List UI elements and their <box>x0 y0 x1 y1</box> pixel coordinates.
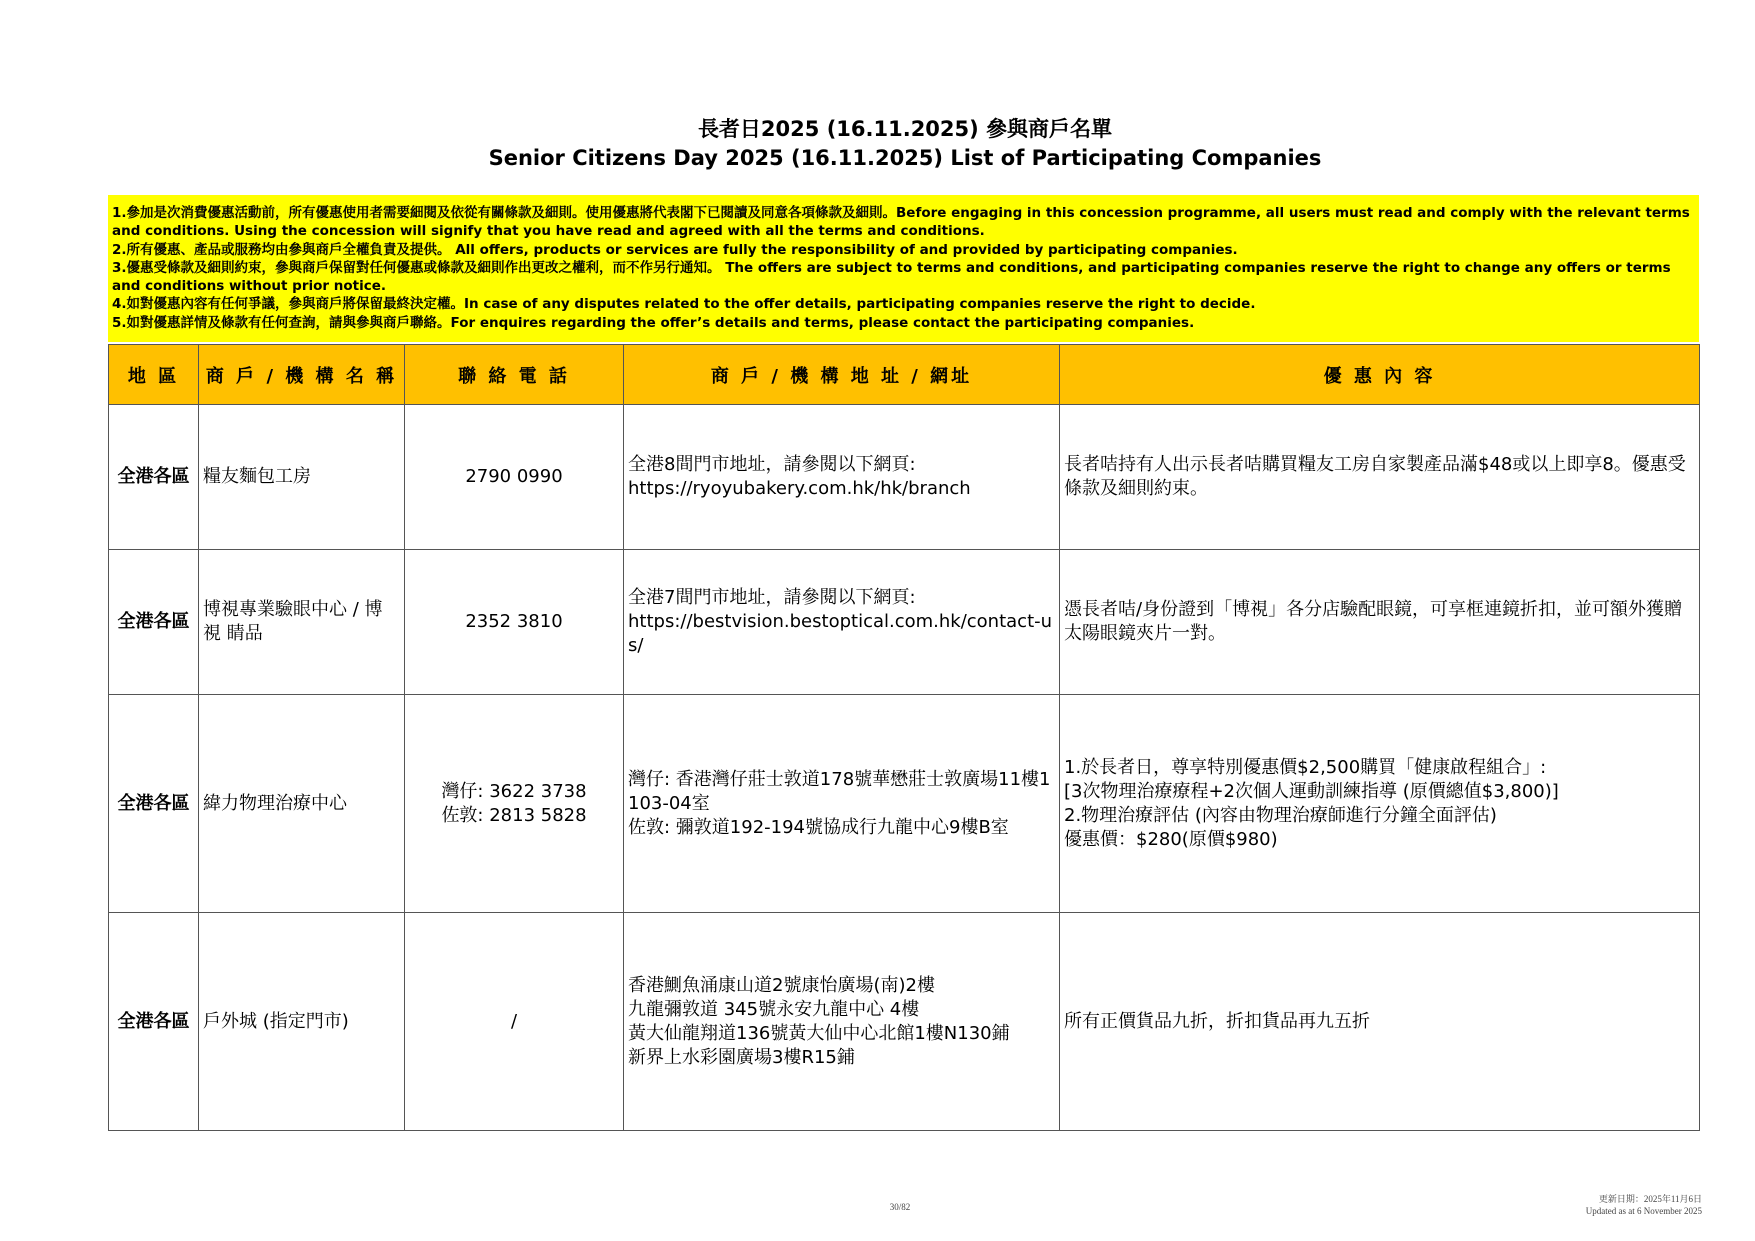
table-row <box>109 913 1700 1131</box>
offer-line: 2.物理治療評估 (內容由物理治療師進行分鐘全面評估) <box>1064 804 1497 826</box>
cell-phone <box>405 550 624 695</box>
phone-line: 2790 0990 <box>465 466 563 487</box>
notice-item-5: 5.如對優惠詳情及條款有任何查詢，請與參與商戶聯絡。For enquires regarding the offer’s details and terms, please contact the participating companies. <box>112 314 1195 331</box>
address-line: 灣仔: 香港灣仔莊士敦道178號華懋莊士敦廣場11樓1103-04室 <box>628 768 1051 814</box>
cell-offer <box>1060 550 1700 695</box>
notice-item-2: 2.所有優惠、產品或服務均由參與商戶全權負責及提供。 All offers, products or services are fully the responsibility of and provided by participating companies. <box>112 241 1238 258</box>
cell-name: 緯力物理治療中心 <box>199 695 405 913</box>
page-number: 30/82 <box>889 1202 911 1212</box>
header-name: 商 戶 / 機 構 名 稱 <box>199 345 405 405</box>
table-row <box>109 695 1700 913</box>
page-title-zh: 長者日2025 (16.11.2025) 參與商戶名單 <box>697 117 1113 141</box>
cell-region: 全港各區 <box>109 405 199 550</box>
cell-offer <box>1060 913 1700 1131</box>
phone-line: 佐敦: 2813 5828 <box>441 804 587 826</box>
offer-line: 優惠價：$280(原價$980) <box>1064 828 1278 850</box>
phone-line: 灣仔: 3622 3738 <box>441 780 587 802</box>
cell-name: 糧友麵包工房 <box>199 405 405 550</box>
cell-region: 全港各區 <box>109 913 199 1131</box>
page-title-en: Senior Citizens Day 2025 (16.11.2025) List of Participating Companies <box>488 146 1322 170</box>
address-line: 九龍彌敦道 345號永安九龍中心 4樓 <box>628 998 920 1020</box>
address-line: 佐敦: 彌敦道192-194號協成行九龍中心9樓B室 <box>628 816 1009 838</box>
address-line: 新界上水彩園廣場3樓R15鋪 <box>628 1046 855 1068</box>
cell-address <box>624 695 1060 913</box>
offer-line: 憑長者咭/身份證到「博視」各分店驗配眼鏡，可享框連鏡折扣，並可額外獲贈太陽眼鏡夾片一對。 <box>1064 599 1683 644</box>
address-line: 全港7間門市地址，請參閱以下網頁: <box>628 587 916 608</box>
offer-line: 1.於長者日，尊享特別優惠價$2,500購買「健康啟程組合」: <box>1064 756 1547 778</box>
header-offer: 優 惠 內 容 <box>1060 345 1700 405</box>
header-region: 地 區 <box>109 345 199 405</box>
update-date-en: Updated as at 6 November 2025 <box>1585 1206 1702 1216</box>
website-link[interactable]: https://ryoyubakery.com.hk/hk/branch <box>628 478 971 499</box>
notice-item-1: 1.參加是次消費優惠活動前，所有優惠使用者需要細閱及依從有關條款及細則。使用優惠將代表閣下已閱讀及同意各項條款及細則。Before engaging in this concession programme, all users must read and comply with the relevant terms and conditions. Using the concession will signify that you have read and agreed with all the terms and conditions. <box>112 205 1690 240</box>
cell-address <box>624 405 1060 550</box>
notice-item-4: 4.如對優惠內容有任何爭議，參與商戶將保留最終決定權。In case of any disputes related to the offer details, participating companies reserve the right to decide. <box>112 296 1256 313</box>
cell-offer <box>1060 405 1700 550</box>
notice-item-3: 3.優惠受條款及細則約束，參與商戶保留對任何優惠或條款及細則作出更改之權利，而不作另行通知。 The offers are subject to terms and conditions, and participating companies reserve the right to change any offers or terms and conditions without prior notice. <box>112 259 1671 295</box>
cell-region: 全港各區 <box>109 550 199 695</box>
website-link[interactable]: https://bestvision.bestoptical.com.hk/contact-us/ <box>628 611 1053 656</box>
cell-name: 博視專業驗眼中心 / 博視 睛品 <box>199 550 405 695</box>
terms-notice <box>108 195 1699 342</box>
header-address: 商 戶 / 機 構 地 址 / 網址 <box>624 345 1060 405</box>
cell-phone <box>405 913 624 1131</box>
cell-address <box>624 913 1060 1131</box>
cell-name: 戶外城 (指定門市) <box>199 913 405 1131</box>
phone-line: 2352 3810 <box>465 611 563 632</box>
offer-line: [3次物理治療療程+2次個人運動訓練指導 (原價總值$3,800)] <box>1064 780 1559 802</box>
table-row <box>109 405 1700 550</box>
cell-phone <box>405 405 624 550</box>
cell-region: 全港各區 <box>109 695 199 913</box>
update-date <box>1586 1193 1702 1217</box>
cell-offer <box>1060 695 1700 913</box>
header-phone: 聯 絡 電 話 <box>405 345 624 405</box>
offer-line: 所有正價貨品九折，折扣貨品再九五折 <box>1064 1010 1370 1032</box>
address-line: 黃大仙龍翔道136號黃大仙中心北館1樓N130鋪 <box>628 1022 1010 1044</box>
table-row <box>109 550 1700 695</box>
table-header-row <box>109 345 1700 405</box>
address-line: 全港8間門市地址，請參閱以下網頁: <box>628 454 916 475</box>
phone-line: / <box>510 1010 518 1032</box>
cell-phone <box>405 695 624 913</box>
participating-companies-table <box>108 344 1700 1131</box>
update-date-zh: 更新日期：2025年11月6日 <box>1598 1194 1702 1204</box>
offer-line: 長者咭持有人出示長者咭購買糧友工房自家製產品滿$48或以上即享8。優惠受條款及細則約束。 <box>1064 454 1686 499</box>
cell-address <box>624 550 1060 695</box>
address-line: 香港鰂魚涌康山道2號康怡廣場(南)2樓 <box>628 974 935 996</box>
